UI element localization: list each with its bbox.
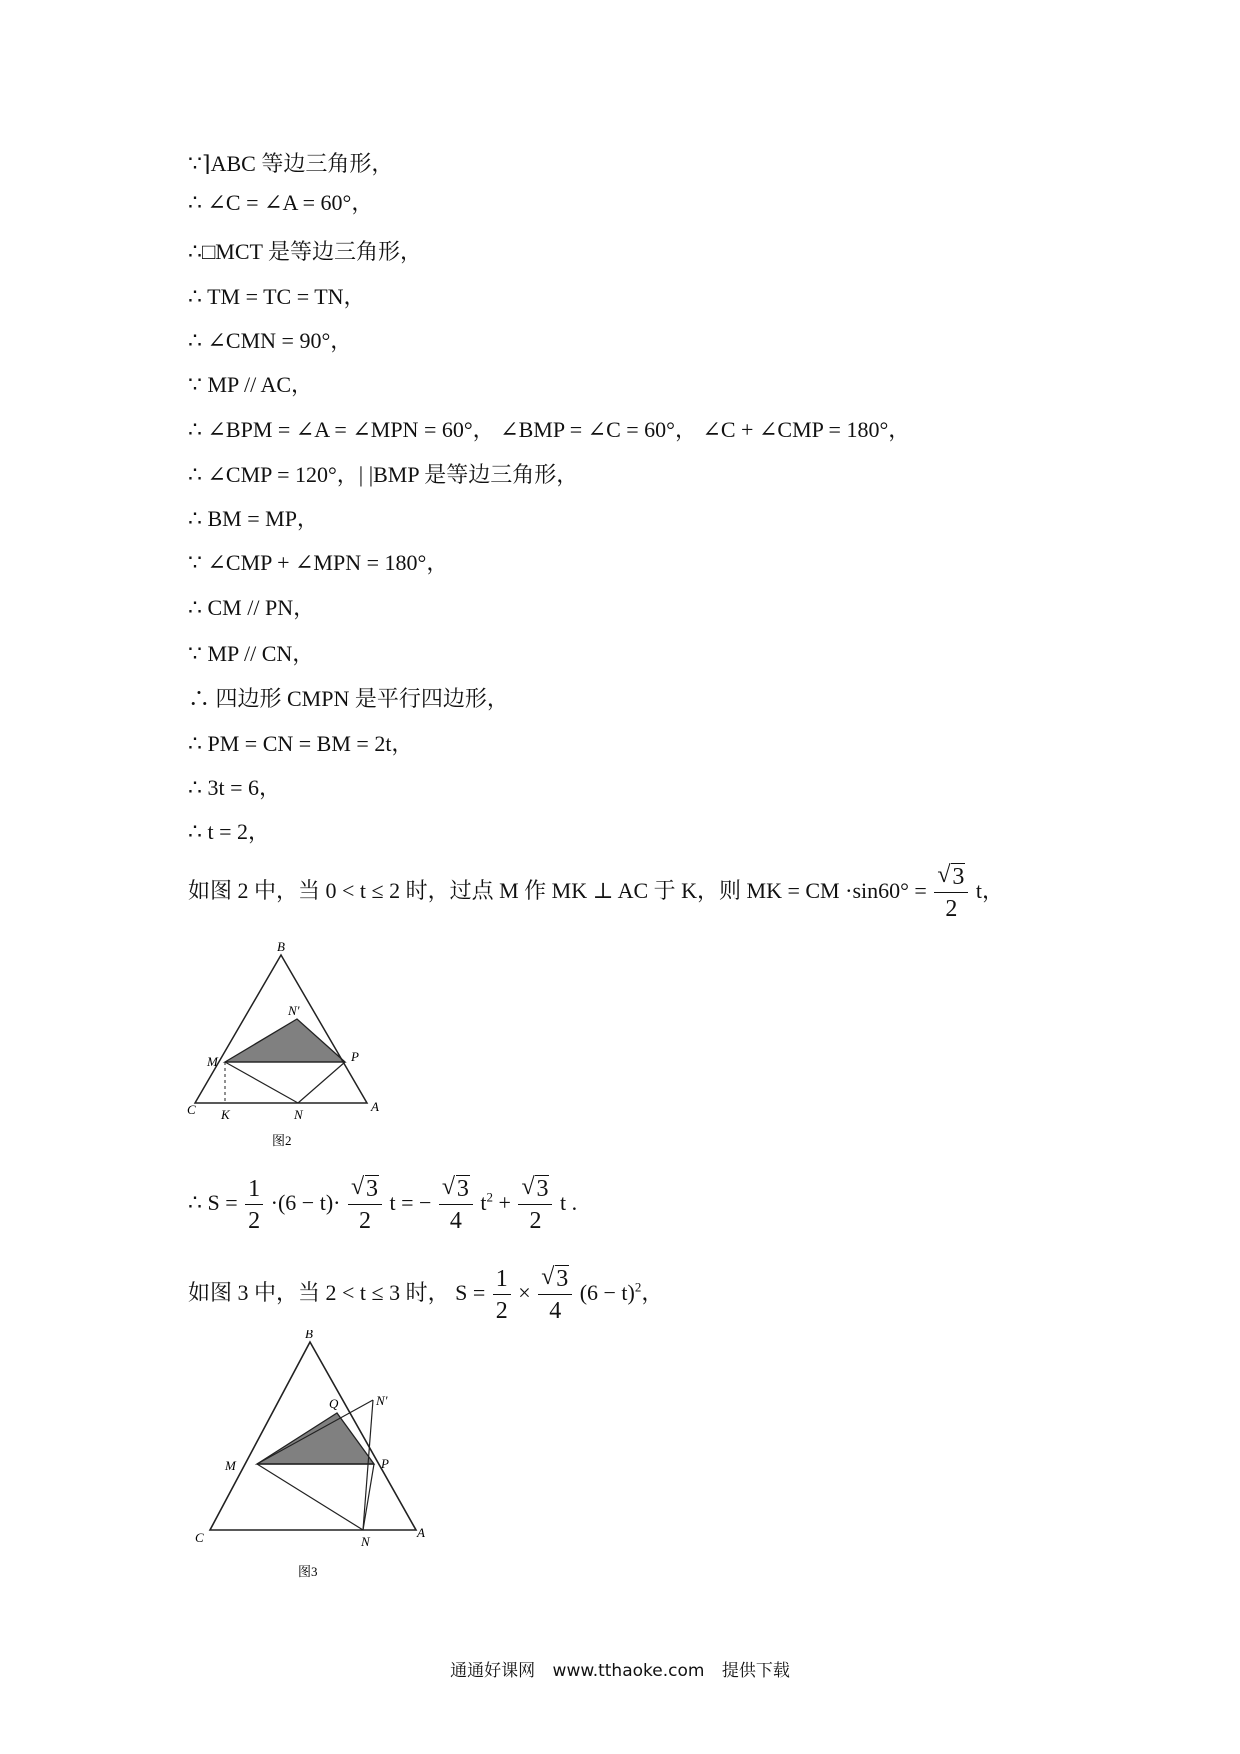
fig3-label-n-prime: N': [376, 1393, 388, 1408]
line-14: ∴ PM = CN = BM = 2t，: [188, 731, 414, 756]
fig3-label-q: Q: [329, 1396, 339, 1411]
page-footer: [0, 1656, 1240, 1681]
footer-tail: 提供下载: [721, 1661, 790, 1681]
fig2-segment-mn: [225, 1062, 298, 1103]
line-17-text: 如图 2 中，当 0 < t ≤ 2 时，过点 M 作 MK ⊥ AC 于 K，则 MK = CM ·sin60° =: [188, 878, 927, 904]
line-18: ∴ S = $\frac{1}{2}$ ·(6 − t)· √ $\frac{3}{2}$ t = − √ $\frac{3}{4}$ $t^2$ + √ $\frac{3}{2}$ t .: [188, 1177, 577, 1233]
line-5: ∴ ∠CMN = 90°，: [188, 328, 353, 353]
fig2-shaded-triangle: [225, 1019, 345, 1062]
fig3-label-n: N: [361, 1534, 370, 1549]
line-7: ∴ ∠BPM = ∠A = ∠MPN = 60°， ∠BMP = ∠C = 60°， ∠C + ∠CMP = 180°，: [188, 417, 911, 442]
line-6: ∵ MP // AC，: [188, 372, 314, 397]
line-10: ∵ ∠CMP + ∠MPN = 180°，: [188, 550, 449, 575]
fig3-caption: 图3: [298, 1564, 318, 1579]
fig2-label-b: B: [277, 939, 285, 954]
fig3-label-b: B: [305, 1330, 313, 1341]
line-12: ∵ MP // CN，: [188, 641, 315, 666]
footer-site: 通通好课网: [450, 1661, 536, 1681]
fig3-label-p: P: [381, 1456, 389, 1471]
figure-3: [185, 1330, 435, 1590]
figure-2: [185, 935, 395, 1150]
fig3-segment-n-n-prime: [363, 1400, 373, 1530]
fraction-sqrt3-over-2: √ $\frac{3}{2}$: [934, 865, 968, 921]
line-3: ∴□MCT 是等边三角形，: [188, 239, 423, 264]
footer-url[interactable]: www.tthaoke.com: [552, 1661, 705, 1681]
line-17-tail: t，: [975, 878, 1004, 904]
line-11: ∴ CM // PN，: [188, 595, 316, 620]
line-9: ∴ BM = MP，: [188, 506, 319, 531]
fig2-label-c: C: [187, 1102, 196, 1117]
fig3-label-m: M: [225, 1458, 236, 1473]
fig2-label-m: M: [207, 1054, 218, 1069]
line-19: 如图 3 中，当 2 < t ≤ 3 时， S = $\frac{1}{2}$ × √ $\frac{3}{4}$ $(6 - t)^2$，: [188, 1267, 663, 1323]
fig3-segment-mn: [257, 1464, 363, 1530]
fig3-shaded-triangle: [257, 1413, 374, 1464]
fig2-label-k: K: [221, 1107, 230, 1122]
line-17: [188, 865, 1004, 921]
fig2-segment-np: [298, 1062, 345, 1103]
line-15: ∴ 3t = 6，: [188, 775, 282, 800]
line-8: ∴ ∠CMP = 120°，| |BMP 是等边三角形，: [188, 462, 579, 487]
line-1: ∵⌉ABC 等边三角形，: [188, 151, 394, 176]
fig2-label-n-prime: N': [288, 1003, 300, 1018]
line-4: ∴ TM = TC = TN，: [188, 284, 366, 309]
line-16: ∴ t = 2，: [188, 819, 271, 844]
line-2: ∴ ∠C = ∠A = 60°，: [188, 190, 374, 215]
line-13: ∴ 四边形 CMPN 是平行四边形，: [188, 686, 509, 711]
fig2-label-n: N: [294, 1107, 303, 1122]
fig3-label-a: A: [417, 1525, 425, 1540]
fig3-label-c: C: [195, 1530, 204, 1545]
fig2-label-p: P: [351, 1049, 359, 1064]
fig3-segment-np: [363, 1464, 374, 1530]
fig2-label-a: A: [371, 1099, 379, 1114]
fig2-caption: 图2: [272, 1133, 292, 1148]
